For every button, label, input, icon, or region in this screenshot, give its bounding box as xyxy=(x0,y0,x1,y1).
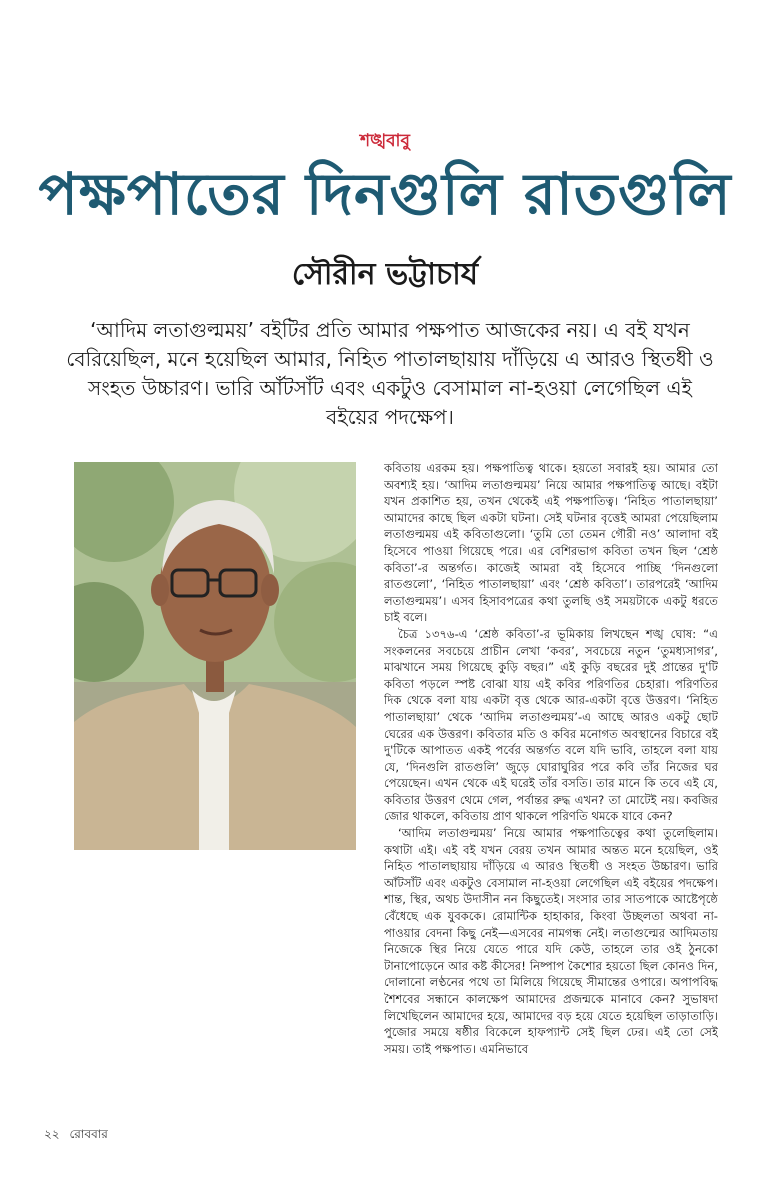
body-paragraph: চৈত্র ১৩৭৬-এ ‘শ্রেষ্ঠ কবিতা’-র ভূমিকায় লিখছেন শঙ্খ ঘোষ: “এ সংকলনের সবচেয়ে প্রাচীন লেখা ‘কবর’, সবচেয়ে নতুন ‘তুমধ্যসাগর’, মাঝখানে সময় গিয়েছে কুড়ি বছর।” এই কুড়ি বছরের দুই প্রান্তের দু'টি কবিতা পড়লে স্পষ্ট বোঝা যায় এই কবির পরিণতির চেহারা। পরিণতির দিক থেকে বলা যায় একটা বৃত্ত থেকে আর-একটা বৃত্তে উত্তরণ। ‘নিহিত পাতালছায়া’ থেকে ‘আদিম লতাগুল্মময়’-এ আছে আরও একটু ছোট ঘেরের এক উত্তরণ। কবিতার মতি ও কবির মনোগত অবস্থানের বিচারে বই দু'টিকে আপাতত একই পর্বের অন্তর্গত বলে যদি ভাবি, তাহলে বলা যায় যে, ‘দিনগুলি রাতগুলি’ জুড়ে ঘোরাঘুরির পরে কবি তাঁর নিজের ঘর পেয়েছেন। এখন থেকে এই ঘরেই তাঁর বসতি। তার মানে কি তবে এই যে, কবিতার উত্তরণ থেমে গেল, পর্বান্তর রুদ্ধ এখন? তা মোটেই নয়। কবজির জোর থাকলে, কবিতায় প্রাণ থাকলে পরিণতি থমকে যাবে কেন? xyxy=(384,626,718,824)
publication-name: রোববার xyxy=(69,1127,108,1141)
page-number: ২২ xyxy=(44,1127,60,1141)
body-paragraph: ‘আদিম লতাগুল্মময়’ নিয়ে আমার পক্ষপাতিত্বের কথা তুলেছিলাম। কথাটা এই। এই বই যখন বেরয় তখন আমার অন্তত মনে হয়েছিল, ওই নিহিত পাতালছায়ায় দাঁড়িয়ে এ আরও স্থিতধী ও সংহত উচ্চারণ। ভারি আঁটসাঁট এবং একটুও বেসামাল না-হওয়া লেগেছিল এই বইয়ের পদক্ষেপ। শান্ত, স্থির, অথচ উদাসীন নন কিছুতেই। সংসার তার সাতপাকে আষ্টেপৃষ্ঠে বেঁধেছে এক যুবককে। রোমান্টিক হাহাকার, কিংবা উচ্ছলতা অথবা না-পাওয়ার বেদনা কিছু নেই—এসবের নামগন্ধ নেই। লতাগুল্মের আদিমতায় নিজেকে স্থির নিয়ে যেতে পারে যদি কেউ, তাহলে তার ওই ঠুনকো টানাপোড়েনে আর কষ্ট কীসের! নিষ্পাপ কৈশোর হয়তো ছিল কোনও দিন, দোলানো লণ্ঠনের পথে তা মিলিয়ে গিয়েছে সীমান্তের ওপারে। অপাপবিদ্ধ শৈশবের সন্ধানে কালক্ষেপ আমাদের প্রজন্মকে মানাবে কেন? সুভাষদা লিখেছিলেন আমাদের হয়ে, আমাদের বড় হয়ে যেতে হয়েছিল তাড়াতাড়ি। পুজোর সময়ে ষষ্ঠীর বিকেলে হাফপ্যান্ট সেই ছিল ঢের। এই তো সেই সময়। তাই পক্ষপাত। এমনিভাবে xyxy=(384,826,718,1056)
standfirst: ‘আদিম লতাগুল্মময়’ বইটির প্রতি আমার পক্ষপাত আজকের নয়। এ বই যখন বেরিয়েছিল, মনে হয়েছিল আমার, নিহিত পাতালছায়ায় দাঁড়িয়ে এ আরও স্থিতধী ও সংহত উচ্চারণ। ভারি আঁটসাঁট এবং একটুও বেসামাল না-হওয়া লেগেছিল এই বইয়ের পদক্ষেপ। xyxy=(66,318,714,429)
author-portrait-photo xyxy=(74,462,356,850)
body-paragraph: কবিতায় এরকম হয়। পক্ষপাতিত্ব থাকে। হয়তো সবারই হয়। আমার তো অবশ্যই হয়। ‘আদিম লতাগুল্মময়’ নিয়ে আমার পক্ষপাতিত্ব আছে। বইটা যখন প্রকাশিত হয়, তখন থেকেই এই পক্ষপাতিত্ব। ‘নিহিত পাতালছায়া’ আমাদের কাছে ছিল একটা ঘটনা। সেই ঘটনার বৃত্তেই আমরা পেয়েছিলাম লতাগুল্মময় এই কবিতাগুলো। ‘তুমি তো তেমন গৌরী নও’ আলাদা বই হিসেবে পাওয়া গিয়েছে পরে। এর বেশিরভাগ কবিতা তখন ছিল ‘শ্রেষ্ঠ কবিতা’-র অন্তর্গত। কাজেই আমরা বই হিসেবে পাচ্ছি ‘দিনগুলো রাতগুলো’, ‘নিহিত পাতালছায়া’ এবং ‘শ্রেষ্ঠ কবিতা’। তারপরেই ‘আদিম লতাগুল্মময়’। এসব হিসাবপত্রের কথা তুলছি ওই সময়টাকে একটু ধরতে চাই বলে। xyxy=(384,461,718,625)
article-title: পক্ষপাতের দিনগুলি রাতগুলি xyxy=(38,160,732,228)
section-kicker: শঙ্খবাবু xyxy=(360,131,410,151)
article-body xyxy=(384,460,718,1100)
author-byline: সৌরীন ভট্টাচার্য xyxy=(291,257,479,292)
page-footer xyxy=(44,1126,108,1146)
